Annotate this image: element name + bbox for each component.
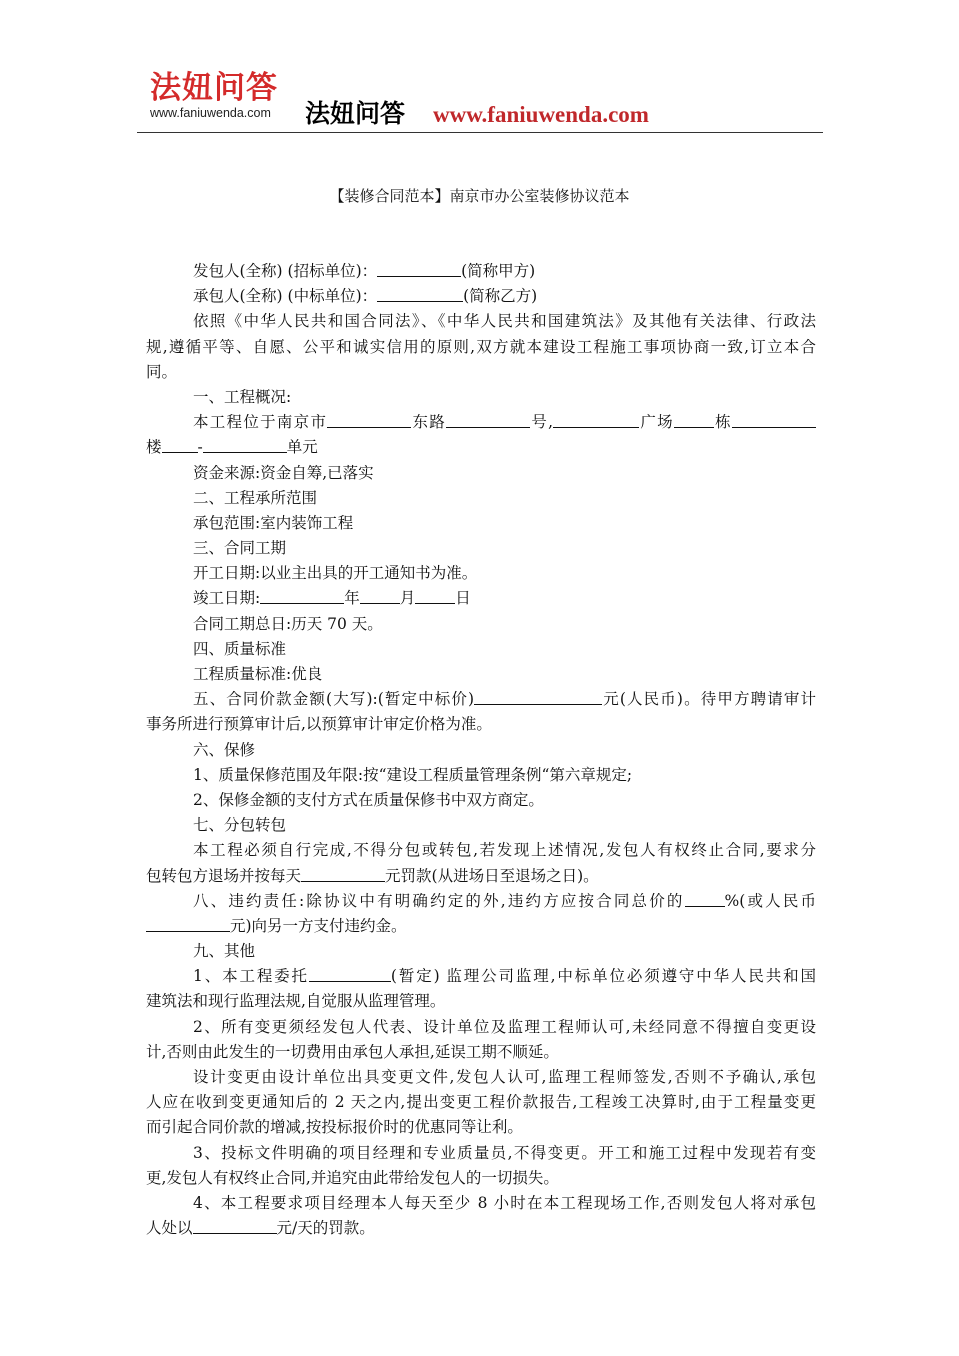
loc-number: 号, xyxy=(530,413,554,432)
site-name: 法妞问答 xyxy=(305,99,406,128)
liability-percent-blank xyxy=(685,891,725,907)
design-change-line-3: 而引起合同价款的增减,按投标报价时的优惠同等让利。 xyxy=(146,1118,523,1137)
site-url-link[interactable]: www.faniuwenda.com xyxy=(433,102,649,127)
loc-plaza: 广场 xyxy=(639,413,674,432)
price-blank xyxy=(474,689,602,705)
faniu-logo[interactable] xyxy=(150,70,300,120)
loc-blank-5 xyxy=(732,412,816,428)
other-item-2-line-2: 计,否则由此发生的一切费用由承包人承担,延误工期不顺延。 xyxy=(146,1042,559,1061)
liability-tail: 元)向另一方支付违约金。 xyxy=(230,916,407,935)
price-label: 五、合同价款金额(大写):(暂定中标价) xyxy=(193,690,475,709)
other-item-4-line-2 xyxy=(146,1216,816,1241)
end-day-blank xyxy=(415,588,455,604)
section-2-heading: 二、工程承所范围 xyxy=(193,488,318,507)
liability-amount-blank xyxy=(146,916,230,932)
start-date-line: 开工日期:以业主出具的开工通知书为准。 xyxy=(193,564,478,583)
warranty-item-1: 1、质量保修范围及年限:按“建设工程质量管理条例“第六章规定; xyxy=(193,765,633,784)
loc-blank-7 xyxy=(203,437,287,453)
basis-line-1: 依照《中华人民共和国合同法》、《中华人民共和国建筑法》及其他有关法律、行政法 xyxy=(193,312,816,331)
subcontract-line-2 xyxy=(146,864,816,889)
document-body xyxy=(146,259,816,1241)
price-suffix: 元(人民币)。待甲方聘请审计 xyxy=(602,690,816,709)
loc-dash: - xyxy=(197,438,203,457)
party-b-blank xyxy=(377,286,463,302)
fine-blank xyxy=(301,866,385,882)
other-item-2-line-1: 2、所有变更须经发包人代表、设计单位及监理工程师认可,未经同意不得擅自变更设 xyxy=(193,1017,816,1036)
end-date-label: 竣工日期: xyxy=(193,589,261,608)
price-line-1 xyxy=(146,687,816,712)
warranty-item-2: 2、保修金额的支付方式在质量保修书中双方商定。 xyxy=(193,790,544,809)
party-b-suffix: (简称乙方) xyxy=(463,287,538,306)
end-year-label: 年 xyxy=(344,589,360,608)
loc-road: 东路 xyxy=(411,413,447,432)
design-change-line-2: 人应在收到变更通知后的 2 天之内,提出变更工程价款报告,工程竣工决算时,由于工程量变更 xyxy=(146,1093,816,1112)
scope-line: 承包范围:室内装饰工程 xyxy=(193,513,354,532)
penalty-label: 人处以 xyxy=(146,1219,193,1238)
other-item-3-line-1: 3、投标文件明确的项目经理和专业质量员,不得变更。开工和施工过程中发现若有变 xyxy=(193,1143,816,1162)
section-1-heading: 一、工程概况: xyxy=(193,387,292,406)
design-change-line-1: 设计变更由设计单位出具变更文件,发包人认可,监理工程师签发,否则不予确认,承包 xyxy=(193,1068,816,1086)
loc-blank-2 xyxy=(446,412,530,428)
supervision-suffix: (暂定) 监理公司监理,中标单位必须遵守中华人民共和国 xyxy=(390,967,816,986)
section-6-heading: 六、保修 xyxy=(193,740,256,759)
loc-city: 本工程位于南京市 xyxy=(193,413,328,432)
supervision-blank xyxy=(309,966,391,982)
loc-blank-4 xyxy=(674,412,714,428)
quality-line: 工程质量标准:优良 xyxy=(193,665,323,683)
subcontract-line-1: 本工程必须自行完成,不得分包或转包,若发现上述情况,发包人有权终止合同,要求分 xyxy=(193,841,816,860)
loc-blank-6 xyxy=(162,437,198,453)
party-a-label: 发包人(全称) (招标单位)： xyxy=(193,262,378,280)
loc-unit: 单元 xyxy=(286,438,318,457)
total-duration-line: 合同工期总日:历天 70 天。 xyxy=(193,614,383,633)
party-a-blank xyxy=(377,261,461,277)
price-line-2: 事务所进行预算审计后,以预算审计审定价格为准。 xyxy=(146,715,492,734)
document-title: 【装修合同范本】南京市办公室装修协议范本 xyxy=(329,187,630,205)
logo-url: www.faniuwenda.com xyxy=(150,106,271,120)
penalty-blank xyxy=(193,1218,277,1234)
basis-line-2: 规,遵循平等、自愿、公平和诚实信用的原则,双方就本建设工程施工事项协商一致,订立本合 xyxy=(146,337,816,356)
section-3-heading: 三、合同工期 xyxy=(193,539,287,558)
liability-suffix: %(或人民币 xyxy=(724,891,816,910)
fine-label: 包转包方退场并按每天 xyxy=(146,866,302,885)
end-date-line xyxy=(146,586,816,611)
other-item-1-line-2: 建筑法和现行监理法规,自觉服从监理管理。 xyxy=(146,992,446,1011)
penalty-suffix: 元/天的罚款。 xyxy=(276,1219,375,1238)
party-b-line xyxy=(146,284,816,309)
location-line-1 xyxy=(146,410,816,435)
liability-line-2 xyxy=(146,914,816,939)
other-item-4-line-1: 4、本工程要求项目经理本人每天至少 8 小时在本工程现场工作,否则发包人将对承包 xyxy=(193,1193,816,1212)
basis-line-3: 同。 xyxy=(146,362,178,381)
loc-blank-3 xyxy=(553,412,639,428)
end-month-blank xyxy=(360,588,400,604)
loc-blank-1 xyxy=(327,412,411,428)
other-item-1-line-1 xyxy=(146,964,816,989)
location-line-2 xyxy=(146,435,816,460)
party-a-suffix: (简称甲方) xyxy=(461,262,536,280)
supervision-label: 1、本工程委托 xyxy=(193,967,309,986)
party-a-line xyxy=(146,259,816,284)
end-year-blank xyxy=(260,588,344,604)
end-day-label: 日 xyxy=(455,589,471,608)
section-4-heading: 四、质量标准 xyxy=(193,639,287,658)
section-7-heading: 七、分包转包 xyxy=(193,816,287,835)
other-item-3-line-2: 更,发包人有权终止合同,并追究由此带给发包人的一切损失。 xyxy=(146,1168,559,1187)
logo-text: 法妞问答 xyxy=(150,70,278,106)
section-9-heading: 九、其他 xyxy=(193,942,256,961)
loc-building: 栋 xyxy=(713,413,732,432)
liability-label: 八、违约责任:除协议中有明确约定的外,违约方应按合同总价的 xyxy=(193,891,685,910)
end-month-label: 月 xyxy=(399,589,416,608)
header-divider xyxy=(137,132,823,133)
loc-floor: 楼 xyxy=(146,438,162,457)
fine-suffix: 元罚款(从进场日至退场之日)。 xyxy=(385,866,599,885)
party-b-label: 承包人(全称) (中标单位)： xyxy=(193,287,378,306)
liability-line-1 xyxy=(146,889,816,914)
funding-line: 资金来源:资金自筹,已落实 xyxy=(193,463,374,482)
